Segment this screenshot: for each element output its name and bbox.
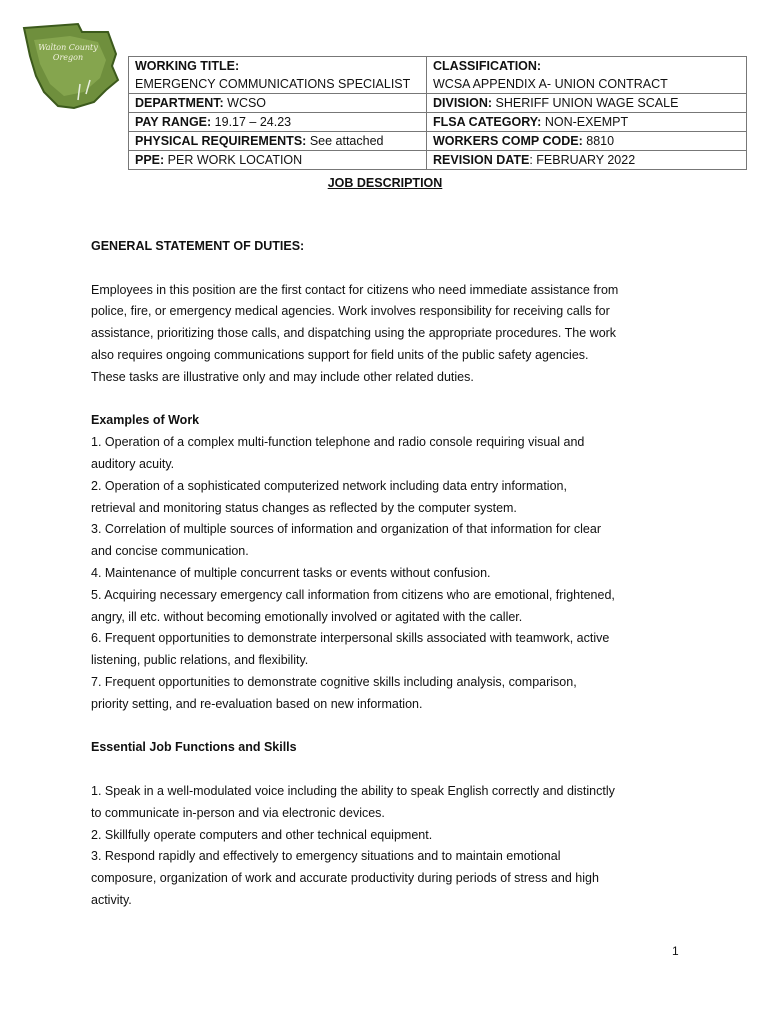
flsa-label: FLSA CATEGORY: (433, 115, 542, 129)
pay-range-value: 19.17 – 24.23 (214, 115, 292, 129)
county-logo (20, 20, 124, 112)
department-cell (129, 94, 427, 113)
pay-range-label: PAY RANGE: (135, 115, 212, 129)
examples-line: angry, ill etc. without becoming emotionally involved or agitated with the caller. (91, 609, 523, 624)
division-cell (427, 94, 747, 113)
examples-line: 1. Operation of a complex multi-function telephone and radio console requiring visual and (91, 435, 585, 450)
general-line: also requires ongoing communications support for field units of the public safety agencies. (91, 347, 589, 362)
general-line: police, fire, or emergency medical agencies. Work involves responsibility for receiving calls for (91, 304, 610, 319)
essential-line: activity. (91, 892, 132, 907)
division-value: SHERIFF UNION WAGE SCALE (495, 96, 679, 110)
ppe-cell (129, 151, 427, 170)
page-number: 1 (672, 944, 679, 958)
examples-line: and concise communication. (91, 544, 249, 559)
general-line: These tasks are illustrative only and may include other related duties. (91, 369, 474, 384)
working-title-label: WORKING TITLE: (135, 59, 240, 73)
flsa-cell (427, 113, 747, 132)
examples-line: 7. Frequent opportunities to demonstrate cognitive skills including analysis, comparison, (91, 674, 577, 689)
pay-range-cell (129, 113, 427, 132)
examples-line: 4. Maintenance of multiple concurrent tasks or events without confusion. (91, 565, 491, 580)
physical-label: PHYSICAL REQUIREMENTS: (135, 134, 307, 148)
division-label: DIVISION: (433, 96, 493, 110)
essential-line: to communicate in-person and via electronic devices. (91, 805, 385, 820)
workers-comp-value: 8810 (586, 134, 615, 148)
physical-value: See attached (309, 134, 384, 148)
examples-line: retrieval and monitoring status changes as reflected by the computer system. (91, 500, 517, 515)
physical-cell (129, 132, 427, 151)
workers-comp-cell (427, 132, 747, 151)
department-value: WCSO (227, 96, 267, 110)
revision-label: REVISION DATE (433, 153, 530, 167)
examples-line: 6. Frequent opportunities to demonstrate interpersonal skills associated with teamwork, active (91, 631, 610, 646)
svg-text:Walton County: Walton County (38, 43, 98, 52)
ppe-label: PPE: (135, 153, 165, 167)
examples-line: auditory acuity. (91, 456, 175, 471)
essential-line: 3. Respond rapidly and effectively to emergency situations and to maintain emotional (91, 849, 561, 864)
classification-cell (427, 57, 747, 94)
general-heading: GENERAL STATEMENT OF DUTIES: (91, 239, 305, 253)
examples-line: 5. Acquiring necessary emergency call information from citizens who are emotional, frightened, (91, 587, 615, 602)
table-row (129, 151, 747, 170)
working-title-cell (129, 57, 427, 94)
ppe-value: PER WORK LOCATION (167, 153, 303, 167)
general-line: assistance, prioritizing those calls, and dispatching using the appropriate procedures. The work (91, 326, 617, 341)
revision-value: : FEBRUARY 2022 (529, 153, 636, 167)
department-label: DEPARTMENT: (135, 96, 224, 110)
workers-comp-label: WORKERS COMP CODE: (433, 134, 583, 148)
revision-cell (427, 151, 747, 170)
table-row (129, 94, 747, 113)
job-info-table (128, 56, 747, 170)
examples-heading: Examples of Work (91, 413, 200, 428)
classification-value: WCSA APPENDIX A- UNION CONTRACT (433, 77, 668, 91)
table-row (129, 132, 747, 151)
general-line: Employees in this position are the first contact for citizens who need immediate assistance from (91, 282, 619, 297)
essential-line: 1. Speak in a well-modulated voice including the ability to speak English correctly and distinctly (91, 783, 615, 798)
working-title-value: EMERGENCY COMMUNICATIONS SPECIALIST (135, 77, 411, 91)
essential-line: composure, organization of work and accurate productivity during periods of stress and high (91, 871, 599, 886)
essential-heading: Essential Job Functions and Skills (91, 740, 297, 755)
essential-line: 2. Skillfully operate computers and other technical equipment. (91, 827, 433, 842)
examples-line: priority setting, and re-evaluation based on new information. (91, 696, 423, 711)
job-description-title: JOB DESCRIPTION (327, 176, 443, 190)
table-row (129, 113, 747, 132)
examples-line: listening, public relations, and flexibility. (91, 653, 309, 668)
classification-label: CLASSIFICATION: (433, 59, 542, 73)
examples-line: 2. Operation of a sophisticated computerized network including data entry information, (91, 478, 567, 493)
flsa-value: NON-EXEMPT (544, 115, 629, 129)
table-row (129, 57, 747, 94)
document-body (91, 236, 691, 912)
examples-line: 3. Correlation of multiple sources of information and organization of that information for clear (91, 522, 601, 537)
svg-text:Oregon: Oregon (52, 53, 84, 62)
